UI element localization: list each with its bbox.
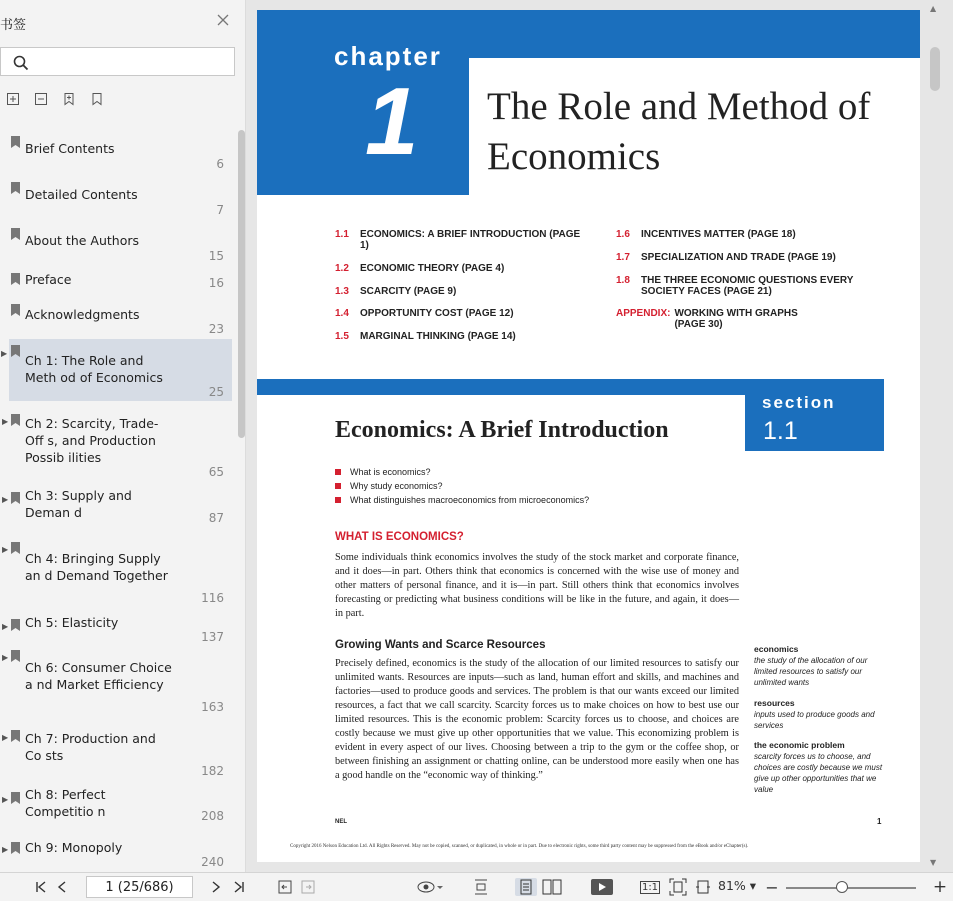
bookmark-item[interactable] [0,176,232,220]
bookmark-label: Preface [25,272,72,287]
single-page-icon[interactable] [515,878,537,896]
bookmark-page: 15 [208,249,224,263]
section-number: 1.1 [763,417,798,445]
fit-page-icon[interactable] [668,878,688,896]
bookmark-label: Acknowledgments [25,307,140,322]
collapse-all-icon[interactable] [34,91,50,107]
pdf-page [257,10,920,862]
bookmark-page: 65 [208,465,224,479]
bookmark-flag-icon [11,182,20,194]
bookmark-flag-icon [11,842,20,854]
page-number-input[interactable]: 1 (25/686) [86,876,193,898]
bookmark-flag-icon [11,650,20,662]
bookmark-flag-icon [11,228,20,240]
bookmark-item[interactable] [0,536,232,606]
close-icon[interactable] [216,12,230,26]
bookmark-item[interactable] [0,130,232,174]
fit-height-icon[interactable] [472,878,490,896]
zoom-slider[interactable] [786,887,916,889]
bookmark-label: Ch 8: Perfect Competitio n [25,787,106,819]
next-page-icon[interactable] [210,878,222,896]
bookmark-page: 182 [201,764,224,778]
bookmark-flag-icon [11,492,20,504]
zoom-in-icon[interactable]: + [932,877,948,897]
bookmark-label: About the Authors [25,233,140,248]
bookmark-item[interactable] [0,836,232,872]
bookmark-flag-icon [11,792,20,804]
expand-arrow-icon[interactable]: ▶ [2,733,9,742]
bookmark-page: 7 [216,203,224,217]
bookmark-label: Ch 3: Supply and Deman d [25,488,132,520]
toc-item: 1.5 MARGINAL THINKING (PAGE 14) [335,331,516,342]
heading-what-is-economics: WHAT IS ECONOMICS? [335,531,464,543]
expand-arrow-icon[interactable]: ▶ [2,495,9,504]
bookmark-label: Ch 5: Elasticity [25,615,119,630]
bookmark-label: Brief Contents [25,141,115,156]
bookmark-label: Ch 1: The Role and Meth od of Economics [25,353,163,385]
toc-item: 1.1 ECONOMICS: A BRIEF INTRODUCTION (PAGE 1) [335,229,581,251]
bookmark-item[interactable] [0,644,232,714]
section-title: Economics: A Brief Introduction [335,417,669,443]
bookmark-label: Ch 4: Bringing Supply an d Demand Together [25,551,168,583]
glossary-entry: resources inputs used to produce goods and services [754,698,875,730]
chapter-word: chapter [334,41,442,71]
toc-item: 1.4 OPPORTUNITY COST (PAGE 12) [335,308,514,319]
add-bookmark-icon[interactable] [62,91,78,107]
chapter-box [257,58,469,195]
zoom-out-icon[interactable]: − [765,877,779,897]
expand-all-icon[interactable] [6,91,22,107]
first-page-icon[interactable] [34,878,48,896]
glossary-entry: economics the study of the allocation of our limited resources to satisfy our unlimited wants [754,644,868,687]
bookmark-flag-icon [11,542,20,554]
fit-width-icon[interactable] [694,878,712,896]
scroll-up-arrow[interactable]: ▲ [930,4,937,13]
bookmark-page: 87 [208,511,224,525]
view-mode-icon[interactable] [416,878,444,896]
bookmark-panel [0,0,246,872]
glossary-entry: the economic problem scarcity forces us to choose, and choices are costly because we must give up other opportunities that we value [754,740,883,794]
bullet-item: Why study economics? [335,481,443,491]
bookmark-label: Ch 7: Production and Co sts [25,731,156,763]
toc-item: 1.2 ECONOMIC THEORY (PAGE 4) [335,263,505,274]
bullet-item: What is economics? [335,467,431,477]
toc-item: 1.3 SCARCITY (PAGE 9) [335,286,457,297]
bookmark-flag-icon [11,414,20,426]
back-icon[interactable] [277,878,293,896]
bookmark-item-selected[interactable] [1,339,232,401]
bookmark-page: 240 [201,855,224,869]
bookmark-item[interactable] [0,724,232,784]
expand-arrow-icon[interactable]: ▶ [2,417,9,426]
chapter-title: The Role and Method of Economics [487,85,871,178]
expand-arrow-icon[interactable]: ▶ [2,795,9,804]
actual-size-button[interactable]: 1:1 [641,881,659,893]
search-input[interactable] [0,47,235,76]
bookmark-page: 208 [201,809,224,823]
bookmark-item[interactable] [0,298,232,338]
forward-icon[interactable] [300,878,316,896]
bookmark-flag-icon [11,136,20,148]
last-page-icon[interactable] [232,878,246,896]
sidebar-scrollbar[interactable] [238,130,245,438]
bookmark-item[interactable] [0,266,232,296]
bookmark-item[interactable] [0,222,232,266]
bookmark-page: 6 [216,157,224,171]
bookmark-label: Detailed Contents [25,187,138,202]
toc-item: 1.7 SPECIALIZATION AND TRADE (PAGE 19) [616,252,836,263]
expand-arrow-icon[interactable]: ▶ [2,845,9,854]
slideshow-icon[interactable] [590,878,614,896]
search-icon [13,55,29,71]
chapter-number: 1 [365,68,419,175]
document-viewer [247,0,953,872]
vertical-scrollbar[interactable] [930,47,940,91]
footer-left: NEL [335,819,347,825]
bookmark-flag-icon [11,273,20,285]
bookmark-label: Ch 9: Monopoly [25,840,123,855]
expand-arrow-icon[interactable]: ▶ [1,349,8,358]
section-word: section [762,393,836,412]
zoom-level[interactable]: 81% ▾ [718,878,757,893]
subheading: Growing Wants and Scarce Resources [335,639,546,651]
toc-item: 1.6 INCENTIVES MATTER (PAGE 18) [616,229,796,240]
bookmark-item[interactable] [0,786,232,826]
bottom-toolbar [0,872,953,901]
bookmark-flag-icon [11,345,20,357]
bookmark-label: Ch 6: Consumer Choice a nd Market Efficiency [25,660,172,692]
paragraph-2: Precisely defined, economics is the study of the allocation of our limited resources to satisfy our unlimited wants. Resources are inputs—such as land, human effort and skills, and machines and factories—used to produce goods and services. The problem is that our wants exceed our limited resources, a fact that we call scarcity. Scarcity forces us to make choices on how to best use our limited resources. This is the economic problem: Scarcity forces us to choose, and choices are costly because we must give up other opportunities that we value. This economizing problem is evident in every aspect of our lives. Choosing between a trip to the gym or the coffee shop, or between finishing an assignment or chatting online, can be understood more easily when one has a good handle on the “economic way of thinking.” [335,658,739,781]
bookmark-item[interactable] [0,486,232,526]
two-page-icon[interactable] [541,878,563,896]
bookmark-page: 16 [208,276,224,290]
footer-page-number: 1 [877,817,882,826]
zoom-slider-handle[interactable] [836,881,848,893]
expand-arrow-icon[interactable]: ▶ [2,653,9,662]
bookmark-flag-icon [11,730,20,742]
scroll-down-arrow[interactable]: ▼ [930,858,937,867]
bookmark-label: Ch 2: Scarcity, Trade-Off s, and Production Possib ilities [25,416,159,465]
copyright-line: Copyright 2016 Nelson Education Ltd. All Rights Reserved. May not be copied, scanned, or duplicated, in whole or in part. Due to electronic rights, some third party content may be suppressed from the eBook and/or eChapter(s). [290,844,749,849]
bullet-item: What distinguishes macroeconomics from microeconomics? [335,495,589,505]
bookmark-page: 23 [208,322,224,336]
toc-item: 1.8 THE THREE ECONOMIC QUESTIONS EVERY SOCIETY FACES (PAGE 21) [616,275,854,297]
bookmark-page: 116 [201,591,224,605]
bookmark-page: 25 [208,385,224,399]
panel-title: 书签 [0,18,27,33]
bookmark-page: 163 [201,700,224,714]
expand-arrow-icon[interactable]: ▶ [2,545,9,554]
paragraph-1: Some individuals think economics involves the study of the stock market and corporate finance, and it does—in part. Others think that economics is concerned with the wise use of money and other matters of personal finance, and it is—in part. Still others think that economics involves forecasting or predicting what business conditions will be like in the future, and again, it does—in part. [335,552,739,619]
prev-page-icon[interactable] [56,878,68,896]
toc-appendix: APPENDIX: WORKING WITH GRAPHS (PAGE 30) [616,308,798,330]
bookmark-page: 137 [201,630,224,644]
bookmark-icon[interactable] [90,91,106,107]
bookmark-item[interactable] [0,613,232,643]
bookmark-flag-icon [11,619,20,631]
bookmark-item[interactable] [0,408,232,484]
bookmark-flag-icon [11,304,20,316]
expand-arrow-icon[interactable]: ▶ [2,622,9,631]
